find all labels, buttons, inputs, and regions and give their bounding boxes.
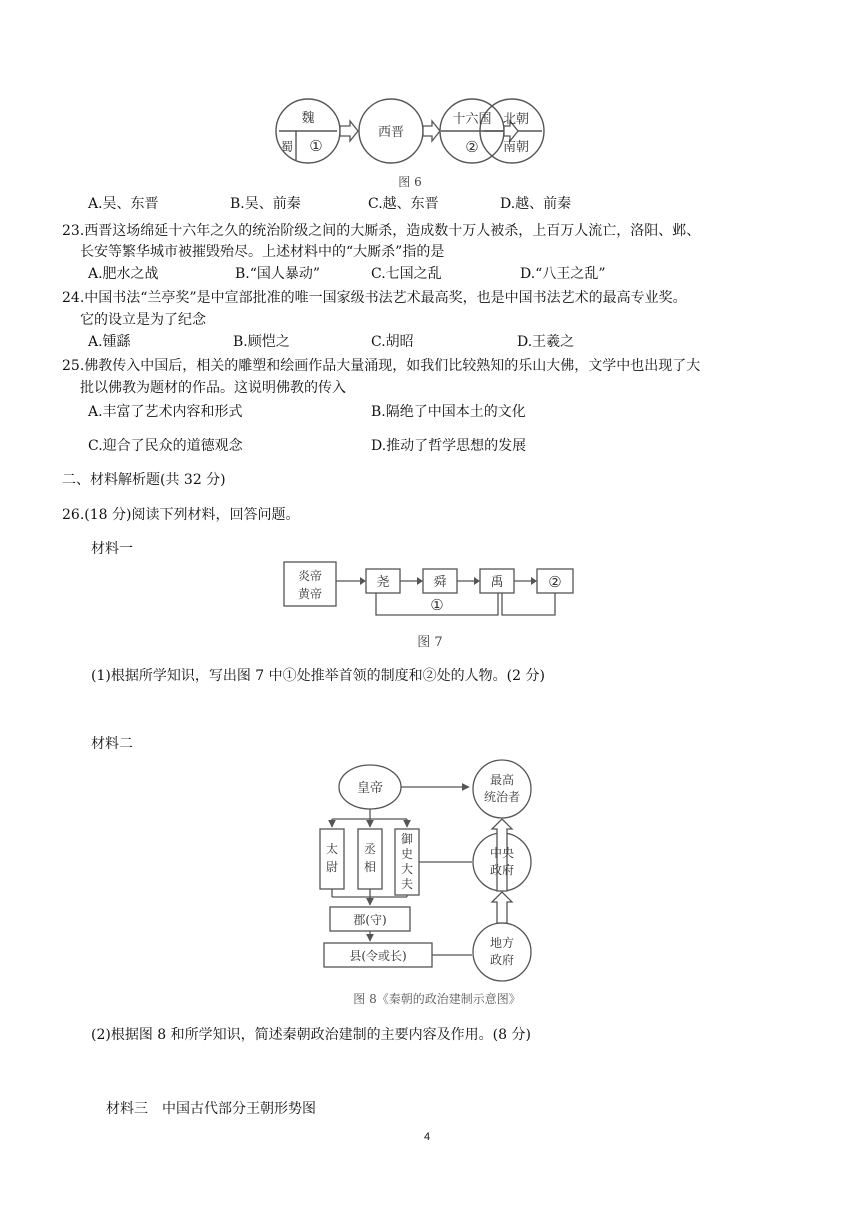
- fig8-yushi-4: 夫: [400, 877, 414, 891]
- fig6-wei: 魏: [301, 111, 315, 126]
- q22-option-b[interactable]: B.吴、前秦: [230, 196, 301, 212]
- fig6-marker-1: ①: [309, 137, 323, 155]
- fig7-yandi: 炎帝: [297, 569, 323, 583]
- fig7-yu: 禹: [490, 575, 504, 590]
- fig6-nanchao: 南朝: [502, 140, 530, 155]
- fig8-central-1: 中央: [489, 846, 515, 860]
- material-3-label: 材料三 中国古代部分王朝形势图: [106, 1101, 316, 1117]
- q23-stem-line1: 23.西晋这场绵延十六年之久的统治阶级之间的大厮杀，造成数十万人被杀，上百万人流亡，洛阳、邺、: [62, 223, 701, 239]
- fig8-taiwei-1: 太: [325, 842, 339, 856]
- fig8-chengxiang-1: 丞: [363, 842, 377, 856]
- figure-7: [278, 556, 588, 656]
- fig8-local-gov-node: [473, 923, 531, 981]
- q25-option-d[interactable]: D.推动了哲学思想的发展: [371, 438, 527, 454]
- q23-stem-line2: 长安等繁华城市被摧毁殆尽。上述材料中的“大厮杀”指的是: [80, 244, 445, 260]
- q24-option-b[interactable]: B.顾恺之: [233, 334, 290, 350]
- fig6-arrow-1: [340, 121, 358, 141]
- q23-option-c[interactable]: C.七国之乱: [371, 266, 442, 282]
- material-2-label: 材料二: [91, 736, 133, 752]
- page-number: 4: [424, 1131, 431, 1143]
- q22-option-a[interactable]: A.吴、东晋: [88, 196, 159, 212]
- fig7-caption: 图 7: [417, 635, 443, 650]
- fig6-xijin: 西晋: [377, 125, 405, 140]
- q26-sub1: (1)根据所学知识，写出图 7 中①处推举首领的制度和②处的人物。(2 分): [91, 668, 545, 684]
- fig7-marker-2: ②: [548, 573, 562, 591]
- q26-intro: 26.(18 分)阅读下列材料，回答问题。: [62, 507, 300, 523]
- fig8-yushi-3: 大: [400, 862, 414, 876]
- fig7-shun: 舜: [433, 575, 447, 590]
- q24-option-c[interactable]: C.胡昭: [371, 334, 414, 350]
- fig8-local-2: 政府: [489, 953, 515, 967]
- fig6-caption: 图 6: [398, 175, 422, 189]
- section-2-heading: 二、材料解析题(共 32 分): [62, 472, 226, 488]
- fig8-chengxiang-box: [358, 829, 382, 889]
- q24-option-a[interactable]: A.锺繇: [88, 334, 131, 350]
- q23-option-a[interactable]: A.肥水之战: [88, 266, 159, 282]
- q23-option-d[interactable]: D.“八王之乱”: [520, 266, 606, 282]
- q25-option-a[interactable]: A.丰富了艺术内容和形式: [88, 404, 243, 420]
- q23-option-b[interactable]: B.“国人暴动”: [235, 266, 321, 282]
- q25-option-c[interactable]: C.迎合了民众的道德观念: [88, 438, 243, 454]
- fig8-supreme-1: 最高: [489, 773, 515, 787]
- q22-option-d[interactable]: D.越、前秦: [500, 196, 572, 212]
- q24-stem-line1: 24.中国书法“兰亭奖”是中宣部批准的唯一国家级书法艺术最高奖，也是中国书法艺术的最高专业奖。: [62, 290, 687, 306]
- fig8-yushi-1: 御: [400, 832, 414, 846]
- fig6-arrow-2: [423, 121, 440, 141]
- fig8-supreme-ruler-node: [473, 760, 531, 818]
- fig8-taiwei-2: 尉: [325, 860, 339, 874]
- fig6-beichao: 北朝: [502, 112, 530, 127]
- fig8-xian: 县(令或长): [349, 949, 407, 963]
- q25-stem-line2: 批以佛教为题材的作品。这说明佛教的传入: [80, 380, 346, 396]
- q24-stem-line2: 它的设立是为了纪念: [80, 312, 206, 328]
- fig6-marker-2: ②: [465, 138, 479, 156]
- fig8-yushi-2: 史: [400, 847, 414, 861]
- fig7-huangdi: 黄帝: [297, 587, 323, 601]
- q25-option-b[interactable]: B.隔绝了中国本土的文化: [371, 404, 526, 420]
- q24-option-d[interactable]: D.王羲之: [517, 334, 575, 350]
- fig8-central-2: 政府: [489, 863, 515, 877]
- fig6-shu: 蜀: [280, 140, 294, 154]
- material-1-label: 材料一: [91, 541, 133, 557]
- fig8-local-1: 地方: [489, 936, 515, 950]
- fig8-emperor: 皇帝: [356, 781, 384, 796]
- figure-6: [270, 96, 550, 196]
- fig8-chengxiang-2: 相: [363, 860, 377, 874]
- fig8-supreme-2: 统治者: [483, 790, 521, 804]
- fig8-arrow-up-2: [492, 892, 512, 923]
- q25-stem-line1: 25.佛教传入中国后，相关的雕塑和绘画作品大量涌现，如我们比较熟知的乐山大佛，文学中也出现了大: [62, 358, 701, 374]
- q22-option-c[interactable]: C.越、东晋: [368, 196, 439, 212]
- fig8-caption: 图 8《秦朝的政治建制示意图》: [353, 992, 521, 1006]
- fig8-taiwei-box: [320, 829, 344, 889]
- fig6-shiliuguo: 十六国: [452, 112, 492, 127]
- fig7-marker-1: ①: [430, 596, 444, 614]
- q26-sub2: (2)根据图 8 和所学知识，简述秦朝政治建制的主要内容及作用。(8 分): [91, 1027, 531, 1043]
- fig7-yao: 尧: [376, 575, 390, 590]
- fig8-jun: 郡(守): [353, 913, 387, 927]
- figure-8: [312, 757, 562, 1013]
